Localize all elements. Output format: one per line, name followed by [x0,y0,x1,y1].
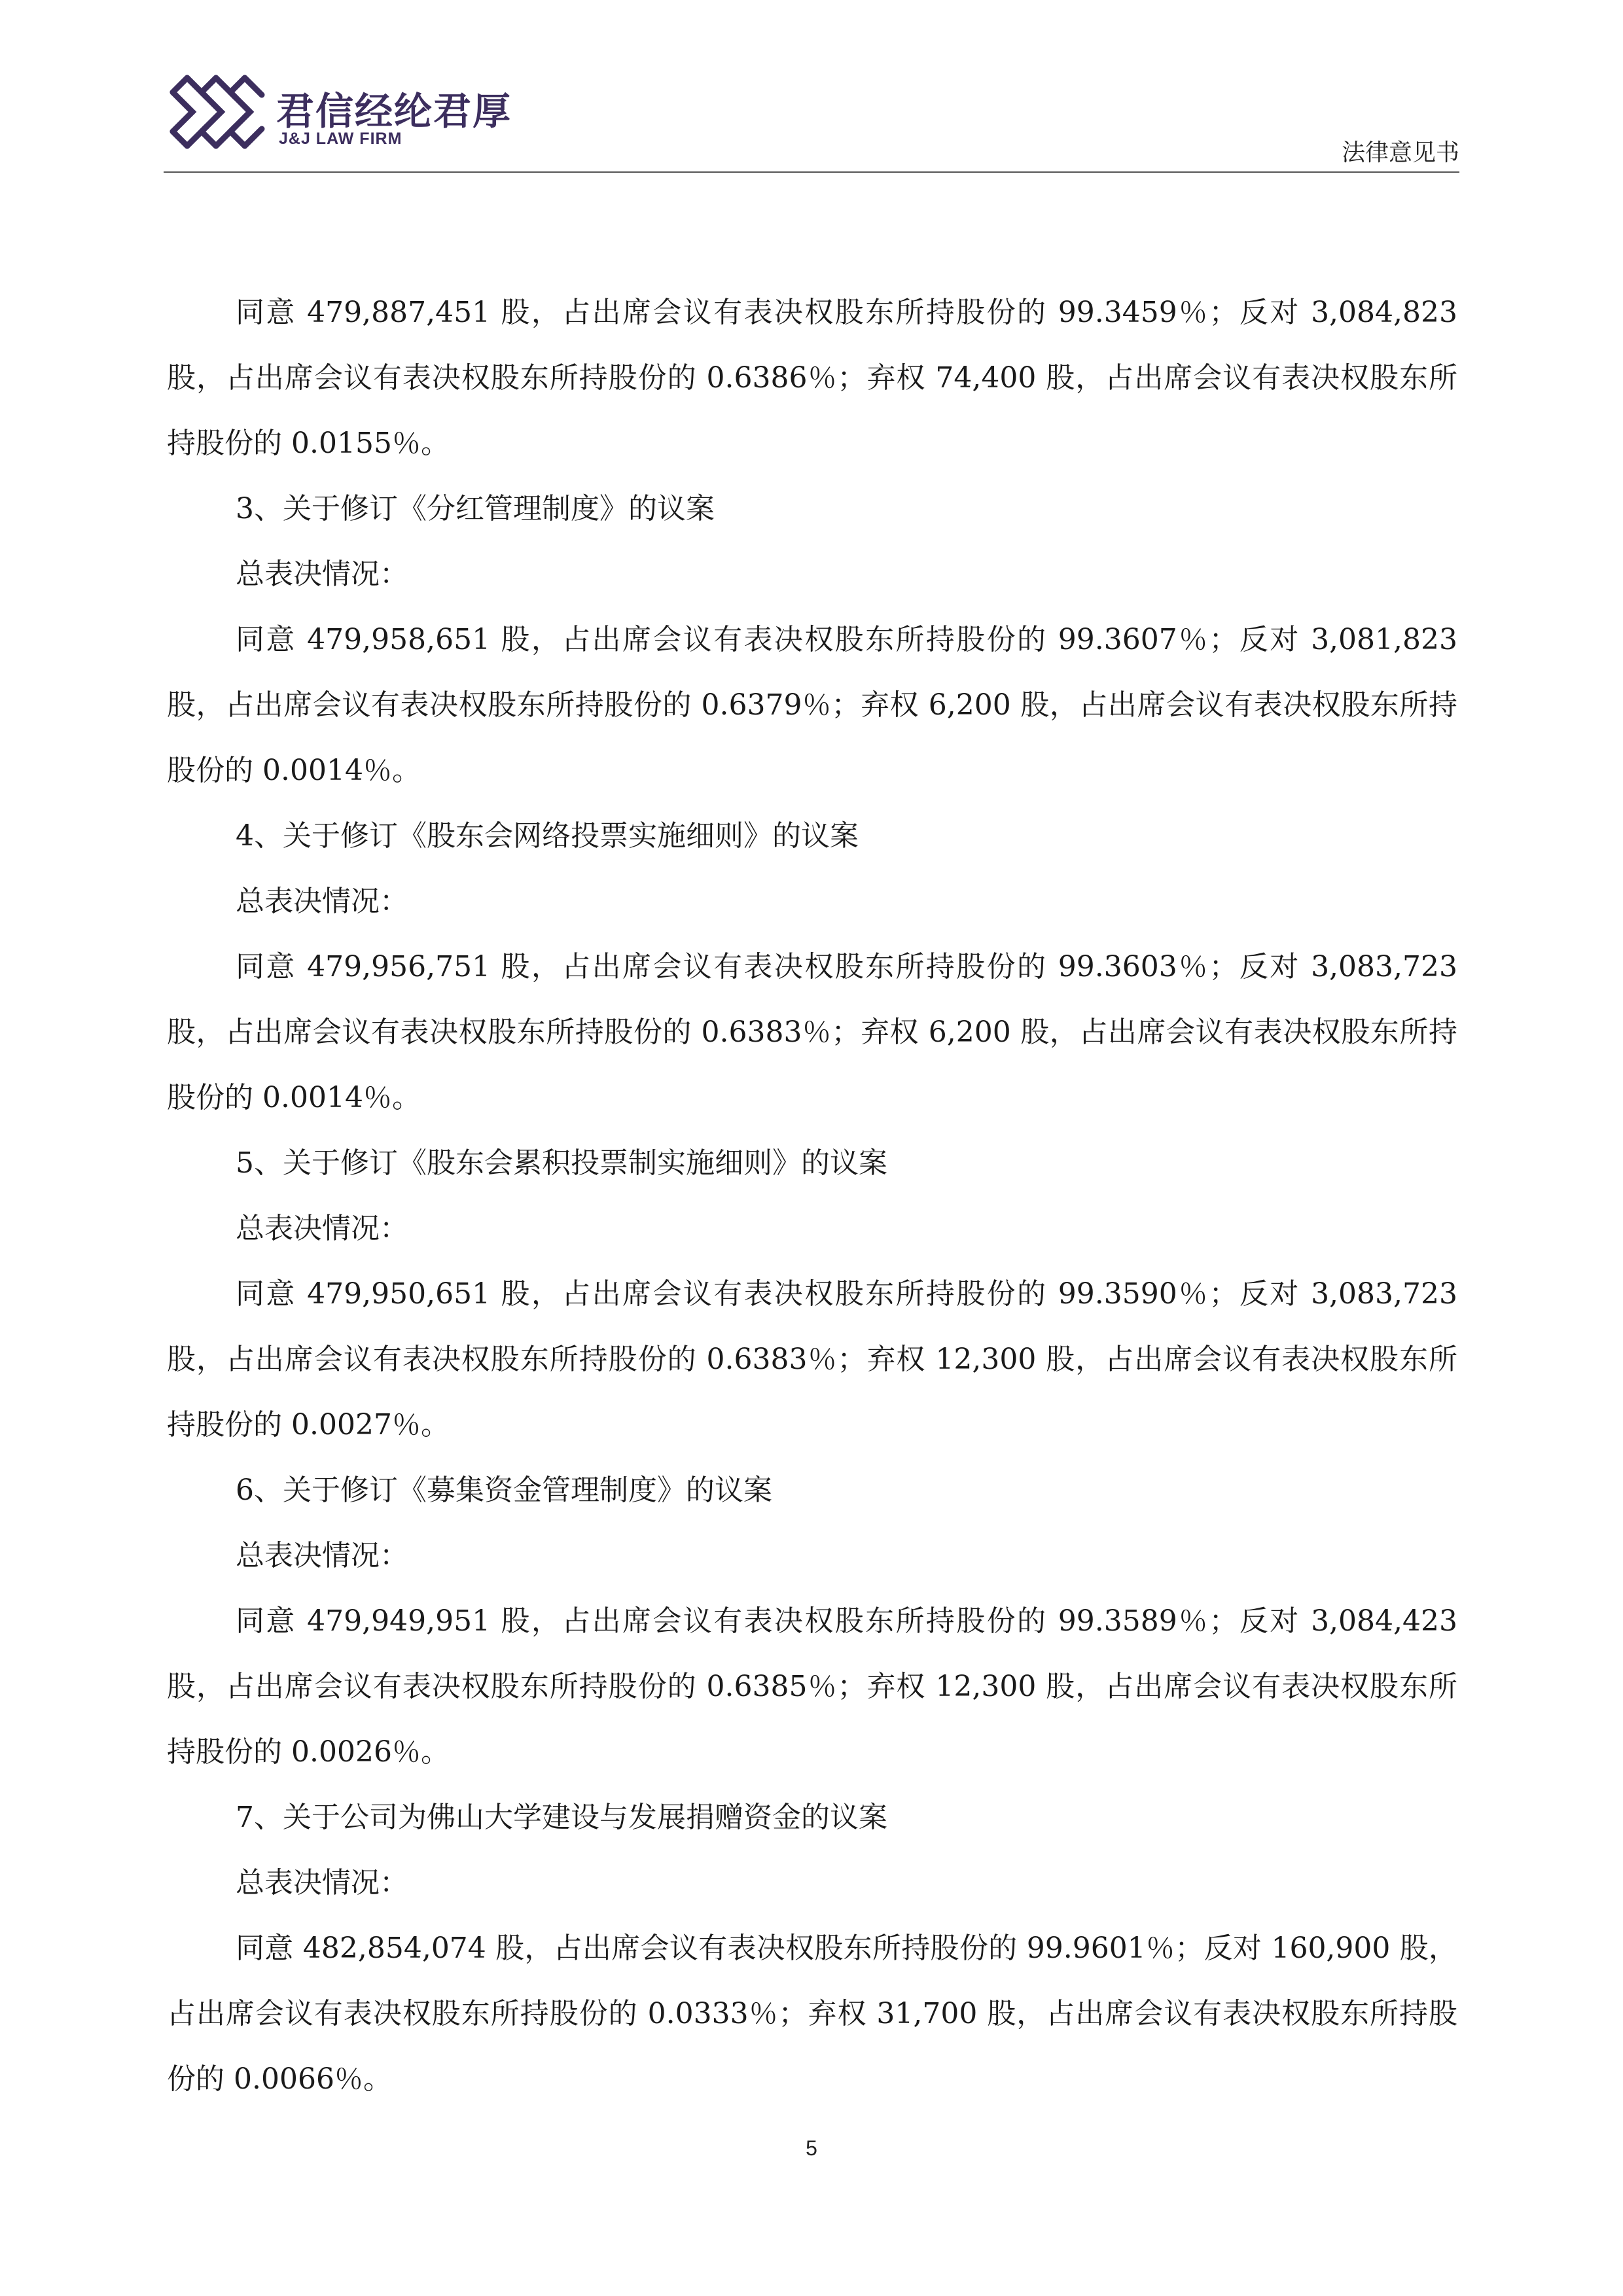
vote-summary-label: 总表决情况： [236,1212,408,1245]
vote-result-paragraph: 同意 479,949,951 股，占出席会议有表决权股东所持股份的 99.3589％；反对 3,084,423 股，占出席会议有表决权股东所持股份的 0.6385％；弃权 12,300 股，占出席会议有表决权股东所持股份的 0.0026％。 [167,1604,1457,1769]
vote-summary-label: 总表决情况： [236,1539,408,1572]
document-body [167,280,1457,2112]
vote-summary-label: 总表决情况： [236,885,408,918]
vote-result-paragraph: 同意 479,958,651 股，占出席会议有表决权股东所持股份的 99.3607％；反对 3,081,823 股，占出席会议有表决权股东所持股份的 0.6379％；弃权 6,200 股，占出席会议有表决权股东所持股份的 0.0014％。 [167,623,1457,787]
proposal-heading: 4、关于修订《股东会网络投票实施细则》的议案 [236,819,859,853]
vote-result-paragraph: 同意 479,887,451 股，占出席会议有表决权股东所持股份的 99.3459％；反对 3,084,823 股，占出席会议有表决权股东所持股份的 0.6386％；弃权 74,400 股，占出席会议有表决权股东所持股份的 0.0155％。 [167,296,1457,460]
vote-result-paragraph: 同意 482,854,074 股，占出席会议有表决权股东所持股份的 99.9601％；反对 160,900 股，占出席会议有表决权股东所持股份的 0.0333％；弃权 31,700 股，占出席会议有表决权股东所持股份的 0.0066％。 [167,1932,1457,2096]
firm-logo-mark-icon [164,66,268,158]
vote-result-paragraph: 同意 479,950,651 股，占出席会议有表决权股东所持股份的 99.3590％；反对 3,083,723 股，占出席会议有表决权股东所持股份的 0.6383％；弃权 12,300 股，占出席会议有表决权股东所持股份的 0.0027％。 [167,1277,1457,1441]
proposal-heading: 6、关于修订《募集资金管理制度》的议案 [236,1474,772,1507]
page-number: 5 [806,2136,817,2160]
proposal-heading: 7、关于公司为佛山大学建设与发展捐赠资金的议案 [236,1801,887,1834]
vote-summary-label: 总表决情况： [236,1866,408,1899]
firm-logo [164,62,530,160]
proposal-heading: 3、关于修订《分红管理制度》的议案 [236,492,715,525]
firm-name-english: J&J LAW FIRM [279,130,402,148]
header-divider [164,171,1459,173]
document-type-label: 法律意见书 [1341,139,1459,166]
firm-name-chinese: 君信经纶君厚 [276,89,512,133]
vote-summary-label: 总表决情况： [236,557,408,591]
proposal-heading: 5、关于修订《股东会累积投票制实施细则》的议案 [236,1146,887,1180]
page-header [164,62,1459,173]
vote-result-paragraph: 同意 479,956,751 股，占出席会议有表决权股东所持股份的 99.3603％；反对 3,083,723 股，占出席会议有表决权股东所持股份的 0.6383％；弃权 6,200 股，占出席会议有表决权股东所持股份的 0.0014％。 [167,950,1457,1114]
